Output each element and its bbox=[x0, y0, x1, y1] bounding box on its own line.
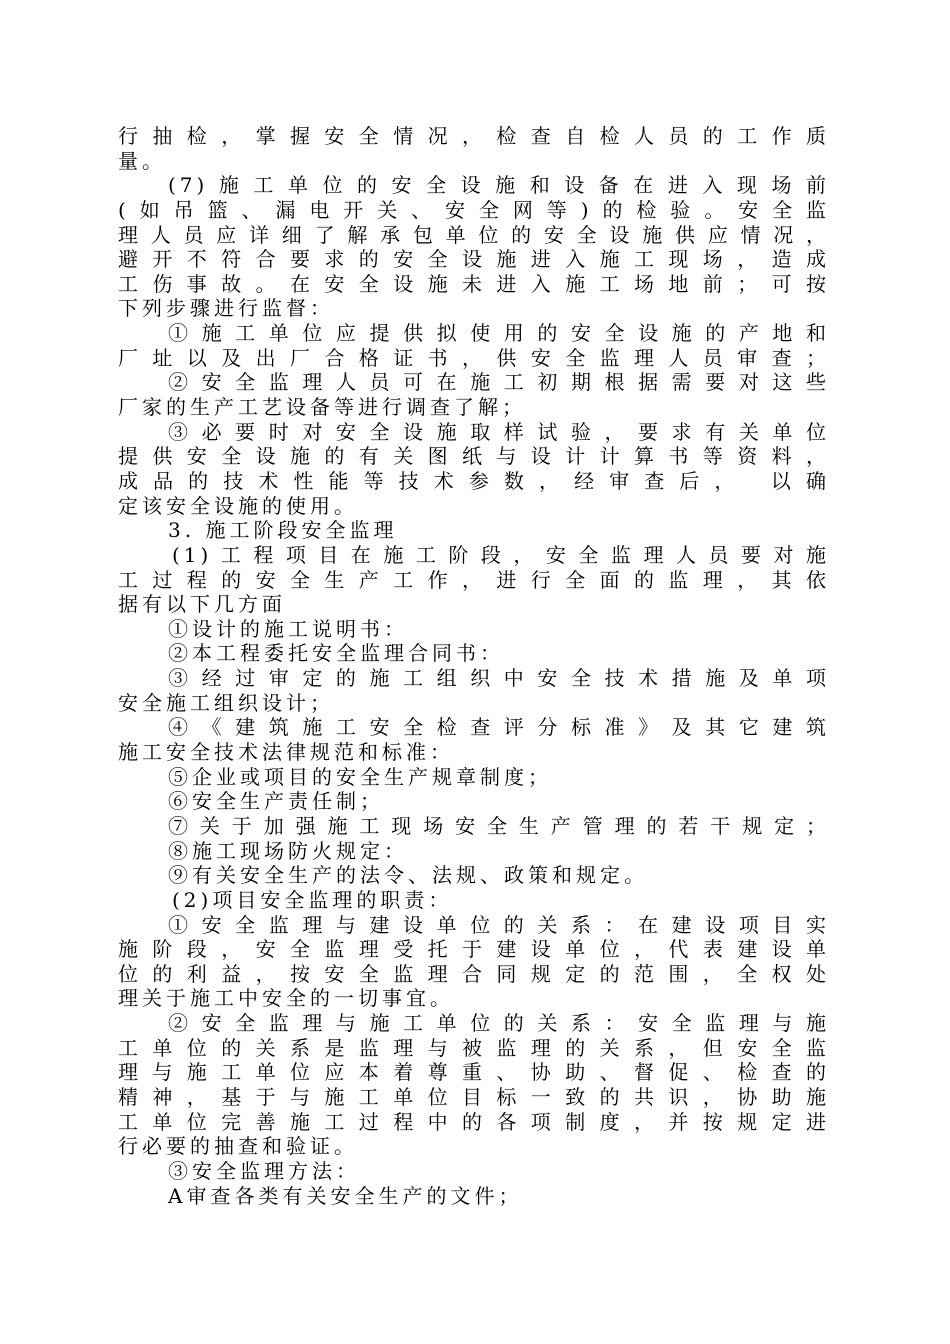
text-line: ④《建筑施工安全检查评分标准》及其它建筑 bbox=[168, 715, 830, 740]
text-line: 据有以下几方面 bbox=[118, 592, 286, 617]
text-line: (7)施工单位的安全设施和设备在进入现场前 bbox=[168, 173, 830, 198]
text-line: ②本工程委托安全监理合同书： bbox=[168, 641, 504, 666]
text-line: 位的利益，按安全监理合同规定的范围，全权处 bbox=[118, 961, 830, 986]
text-line: 施阶段，安全监理受托于建设单位，代表建设单 bbox=[118, 937, 830, 962]
text-line: 安全施工组织设计； bbox=[118, 690, 334, 715]
text-line: ③安全监理方法： bbox=[168, 1158, 360, 1183]
text-line: ⑤企业或项目的安全生产规章制度； bbox=[168, 764, 552, 789]
text-line: 量。 bbox=[118, 148, 166, 173]
text-line: 理与施工单位应本着尊重、协助、督促、检查的 bbox=[118, 1060, 830, 1085]
text-line: (1)工程项目在施工阶段，安全监理人员要对施 bbox=[172, 542, 830, 567]
text-line: 定该安全设施的使用。 bbox=[118, 493, 358, 518]
text-line: ②安全监理与施工单位的关系：安全监理与施 bbox=[168, 1011, 830, 1036]
text-line: 行抽检，掌握安全情况，检查自检人员的工作质 bbox=[118, 124, 830, 148]
text-line: ①施工单位应提供拟使用的安全设施的产地和 bbox=[168, 321, 830, 346]
text-line: 避开不符合要求的安全设施进入施工现场，造成 bbox=[118, 247, 830, 272]
text-line: ③必要时对安全设施取样试验，要求有关单位 bbox=[168, 419, 830, 444]
text-line: 工单位的关系是监理与被监理的关系，但安全监 bbox=[118, 1035, 830, 1060]
text-line: 工单位完善施工过程中的各项制度，并按规定进 bbox=[118, 1109, 830, 1134]
text-line: (如吊篮、漏电开关、安全网等)的检验。安全监 bbox=[118, 197, 830, 222]
text-line: 理关于施工中安全的一切事宜。 bbox=[118, 986, 454, 1011]
text-line: ②安全监理人员可在施工初期根据需要对这些 bbox=[168, 370, 830, 395]
text-line: 精神，基于与施工单位目标一致的共识，协助施 bbox=[118, 1084, 830, 1109]
text-line: ①设计的施工说明书： bbox=[168, 616, 408, 641]
text-line: 厂址以及出厂合格证书，供安全监理人员审查； bbox=[118, 345, 830, 370]
text-line: ⑨有关安全生产的法令、法规、政策和规定。 bbox=[168, 863, 648, 888]
text-line: ①安全监理与建设单位的关系：在建设项目实 bbox=[168, 912, 830, 937]
text-line: ⑥安全生产责任制； bbox=[168, 789, 384, 814]
text-line: 工伤事故。在安全设施未进入施工场地前；可按 bbox=[118, 271, 830, 296]
text-line: 施工安全技术法律规范和标准： bbox=[118, 740, 454, 765]
text-line: 下列步骤进行监督： bbox=[118, 296, 334, 321]
text-line: 理人员应详细了解承包单位的安全设施供应情况， bbox=[118, 222, 830, 247]
text-line: 提供安全设施的有关图纸与设计计算书等资料， bbox=[118, 444, 830, 469]
text-line: ⑧施工现场防火规定： bbox=[168, 838, 408, 863]
text-line: (2)项目安全监理的职责： bbox=[172, 887, 453, 912]
text-line: 成品的技术性能等技术参数，经审查后， 以确 bbox=[118, 468, 830, 493]
text-line: A审查各类有关安全生产的文件； bbox=[168, 1183, 523, 1208]
text-line: 3. 施工阶段安全监理 bbox=[168, 518, 398, 543]
text-line: ⑦关于加强施工现场安全生产管理的若干规定； bbox=[168, 813, 830, 838]
text-line: 行必要的抽查和验证。 bbox=[118, 1134, 358, 1159]
text-line: 工过程的安全生产工作，进行全面的监理，其依 bbox=[118, 567, 830, 592]
document-body bbox=[118, 124, 830, 1208]
text-line: ③经过审定的施工组织中安全技术措施及单项 bbox=[168, 666, 830, 691]
text-line: 厂家的生产工艺设备等进行调查了解； bbox=[118, 395, 526, 420]
